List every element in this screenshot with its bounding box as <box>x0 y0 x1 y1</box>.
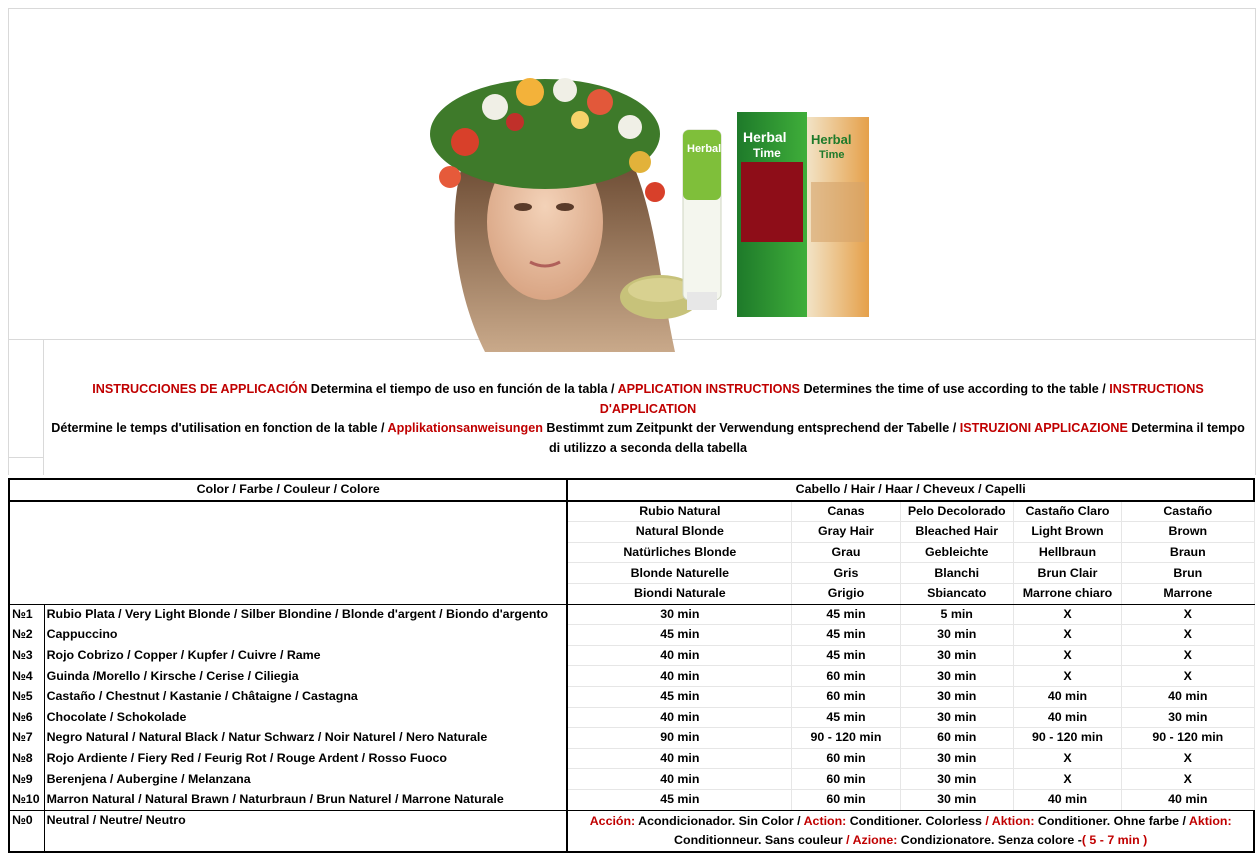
shade-name: Rojo Cobrizo / Copper / Kupfer / Cuivre / Rame <box>44 645 567 666</box>
table-row <box>9 645 1254 666</box>
shade-number: №0 <box>9 810 44 852</box>
hair-type-header: Natural Blonde <box>567 522 792 543</box>
table-row <box>9 789 1254 810</box>
time-cell: X <box>1122 604 1254 625</box>
note-label: Aktion: <box>1188 813 1232 828</box>
shade-number: №1 <box>9 604 44 625</box>
product-box-brown <box>807 117 869 317</box>
color-header-spacer <box>9 501 567 604</box>
time-cell: X <box>1013 604 1121 625</box>
time-cell: X <box>1122 666 1254 687</box>
time-cell: 90 - 120 min <box>1013 728 1121 749</box>
note-text: Conditioner. Ohne farbe / <box>1034 813 1189 828</box>
product-box-red <box>737 112 807 317</box>
time-cell: 30 min <box>900 666 1013 687</box>
svg-text:Time: Time <box>753 146 781 160</box>
time-cell: 60 min <box>792 748 900 769</box>
time-cell: 60 min <box>792 666 900 687</box>
hair-type-header: Biondi Naturale <box>567 583 792 604</box>
hair-type-header: Pelo Decolorado <box>900 501 1013 522</box>
neutral-action-note <box>567 810 1254 852</box>
time-cell: 30 min <box>900 686 1013 707</box>
instructions-label-fr: INSTRUCTIONS D'APPLICATION <box>599 382 1204 416</box>
instructions-label-es: INSTRUCCIONES DE APPLICACIÓN <box>92 382 308 396</box>
time-cell: 40 min <box>567 707 792 728</box>
note-sep: / <box>846 832 853 847</box>
time-cell: 30 min <box>900 645 1013 666</box>
time-cell: 40 min <box>567 748 792 769</box>
time-cell: X <box>1013 625 1121 646</box>
hair-type-header: Brun <box>1122 563 1254 584</box>
hair-type-header: Canas <box>792 501 900 522</box>
hero-image <box>425 62 895 354</box>
shade-number: №4 <box>9 666 44 687</box>
time-cell: 30 min <box>900 625 1013 646</box>
time-cell: 30 min <box>1122 707 1254 728</box>
hair-type-header: Light Brown <box>1013 522 1121 543</box>
application-instructions <box>44 380 1252 458</box>
hair-type-header: Blanchi <box>900 563 1013 584</box>
shade-number: №6 <box>9 707 44 728</box>
time-cell: 45 min <box>567 686 792 707</box>
time-cell: 45 min <box>567 625 792 646</box>
instructions-label-en: APPLICATION INSTRUCTIONS <box>617 382 800 396</box>
note-text: Acondicionador. Sin Color / <box>635 813 804 828</box>
time-cell: 40 min <box>1013 707 1121 728</box>
shade-number: №5 <box>9 686 44 707</box>
time-cell: 30 min <box>567 604 792 625</box>
hair-type-header: Marrone chiaro <box>1013 583 1121 604</box>
application-time-table <box>8 478 1255 853</box>
instructions-label-it: ISTRUZIONI APPLICAZIONE <box>959 421 1128 436</box>
shade-number: №3 <box>9 645 44 666</box>
shade-name: Rojo Ardiente / Fiery Red / Feurig Rot / Rouge Ardent / Rosso Fuoco <box>44 748 567 769</box>
shade-number: №8 <box>9 748 44 769</box>
note-label: ( 5 - 7 min ) <box>1081 832 1148 847</box>
time-cell: X <box>1122 645 1254 666</box>
shade-number: №7 <box>9 728 44 749</box>
time-cell: 40 min <box>1013 789 1121 810</box>
shade-number: №9 <box>9 769 44 790</box>
table-row <box>9 666 1254 687</box>
time-cell: 45 min <box>792 604 900 625</box>
time-cell: X <box>1013 666 1121 687</box>
time-cell: 30 min <box>900 789 1013 810</box>
time-cell: 40 min <box>567 645 792 666</box>
hair-type-header: Blonde Naturelle <box>567 563 792 584</box>
time-cell: 40 min <box>567 666 792 687</box>
table-row <box>9 686 1254 707</box>
instructions-text-en: Determines the time of use according to the table / <box>799 382 1110 396</box>
time-cell: X <box>1122 625 1254 646</box>
note-text: Condizionatore. Senza colore - <box>897 832 1082 847</box>
time-cell: 45 min <box>792 625 900 646</box>
hair-type-header: Castaño <box>1122 501 1254 522</box>
shade-name: Marron Natural / Natural Brawn / Naturbraun / Brun Naturel / Marrone Naturale <box>44 789 567 810</box>
table-row <box>9 769 1254 790</box>
hair-type-header: Rubio Natural <box>567 501 792 522</box>
time-cell: X <box>1122 769 1254 790</box>
time-cell: 30 min <box>900 748 1013 769</box>
table-row-neutral <box>9 810 1254 852</box>
note-sep: / <box>985 813 992 828</box>
time-cell: 40 min <box>1013 686 1121 707</box>
table-row <box>9 728 1254 749</box>
shade-number: №10 <box>9 789 44 810</box>
instructions-text-de: Bestimmt zum Zeitpunkt der Verwendung entsprechend der Tabelle / <box>542 421 960 436</box>
hair-type-header: Bleached Hair <box>900 522 1013 543</box>
hair-type-header: Grau <box>792 542 900 563</box>
hair-type-header: Brun Clair <box>1013 563 1121 584</box>
note-label: Azione: <box>852 832 898 847</box>
instructions-text-fr: Détermine le temps d'utilisation en fonction de la table / <box>51 421 388 436</box>
shade-name: Cappuccino <box>44 625 567 646</box>
hair-type-header: Brown <box>1122 522 1254 543</box>
time-cell: X <box>1013 769 1121 790</box>
table-row <box>9 748 1254 769</box>
hair-type-header: Gray Hair <box>792 522 900 543</box>
shade-name: Guinda /Morello / Kirsche / Cerise / Ciliegia <box>44 666 567 687</box>
table-row <box>9 625 1254 646</box>
time-cell: 40 min <box>1122 686 1254 707</box>
time-cell: 45 min <box>792 707 900 728</box>
time-cell: 45 min <box>567 789 792 810</box>
time-cell: 60 min <box>792 769 900 790</box>
shade-name: Rubio Plata / Very Light Blonde / Silber Blondine / Blonde d'argent / Biondo d'argento <box>44 604 567 625</box>
svg-text:Herbal: Herbal <box>811 132 852 147</box>
hair-type-header: Hellbraun <box>1013 542 1121 563</box>
hair-type-header: Castaño Claro <box>1013 501 1121 522</box>
note-text: Conditionneur. Sans couleur <box>674 832 847 847</box>
note-label: Action: <box>803 813 847 828</box>
shade-number: №2 <box>9 625 44 646</box>
hair-type-header: Braun <box>1122 542 1254 563</box>
divider <box>8 457 43 458</box>
time-cell: 60 min <box>792 686 900 707</box>
instructions-label-de: Applikationsanweisungen <box>387 421 543 436</box>
table-row <box>9 707 1254 728</box>
note-label: Aktion: <box>991 813 1035 828</box>
time-cell: 5 min <box>900 604 1013 625</box>
time-cell: 30 min <box>900 769 1013 790</box>
note-text: Conditioner. Colorless <box>846 813 986 828</box>
hair-type-header: Gris <box>792 563 900 584</box>
instructions-text-it: Determina il tempo di utilizzo a seconda della tabella <box>548 421 1245 455</box>
hair-column-header: Cabello / Hair / Haar / Cheveux / Capelli <box>567 479 1254 501</box>
time-cell: 60 min <box>792 789 900 810</box>
svg-text:Herbal: Herbal <box>687 143 722 155</box>
shade-name: Berenjena / Aubergine / Melanzana <box>44 769 567 790</box>
hair-type-header: Natürliches Blonde <box>567 542 792 563</box>
shade-name: Neutral / Neutre/ Neutro <box>44 810 567 852</box>
hair-type-header: Marrone <box>1122 583 1254 604</box>
time-cell: 90 - 120 min <box>792 728 900 749</box>
time-cell: 45 min <box>792 645 900 666</box>
svg-text:Herbal: Herbal <box>743 129 787 145</box>
svg-text:Time: Time <box>819 149 845 161</box>
time-cell: 40 min <box>1122 789 1254 810</box>
hair-type-header: Gebleichte <box>900 542 1013 563</box>
time-cell: 60 min <box>900 728 1013 749</box>
hair-type-header: Grigio <box>792 583 900 604</box>
time-cell: X <box>1013 645 1121 666</box>
time-cell: 30 min <box>900 707 1013 728</box>
shade-name: Negro Natural / Natural Black / Natur Schwarz / Noir Naturel / Nero Naturale <box>44 728 567 749</box>
time-cell: 40 min <box>567 769 792 790</box>
time-cell: 90 - 120 min <box>1122 728 1254 749</box>
shade-name: Chocolate / Schokolade <box>44 707 567 728</box>
time-cell: X <box>1122 748 1254 769</box>
product-tube <box>683 130 721 310</box>
table-row <box>9 604 1254 625</box>
hair-type-header: Sbiancato <box>900 583 1013 604</box>
shade-name: Castaño / Chestnut / Kastanie / Châtaigne / Castagna <box>44 686 567 707</box>
time-cell: X <box>1013 748 1121 769</box>
color-column-header: Color / Farbe / Couleur / Colore <box>9 479 567 501</box>
time-cell: 90 min <box>567 728 792 749</box>
note-label: Acción: <box>589 813 636 828</box>
instructions-text-es: Determina el tiempo de uso en función de la tabla / <box>307 382 618 396</box>
